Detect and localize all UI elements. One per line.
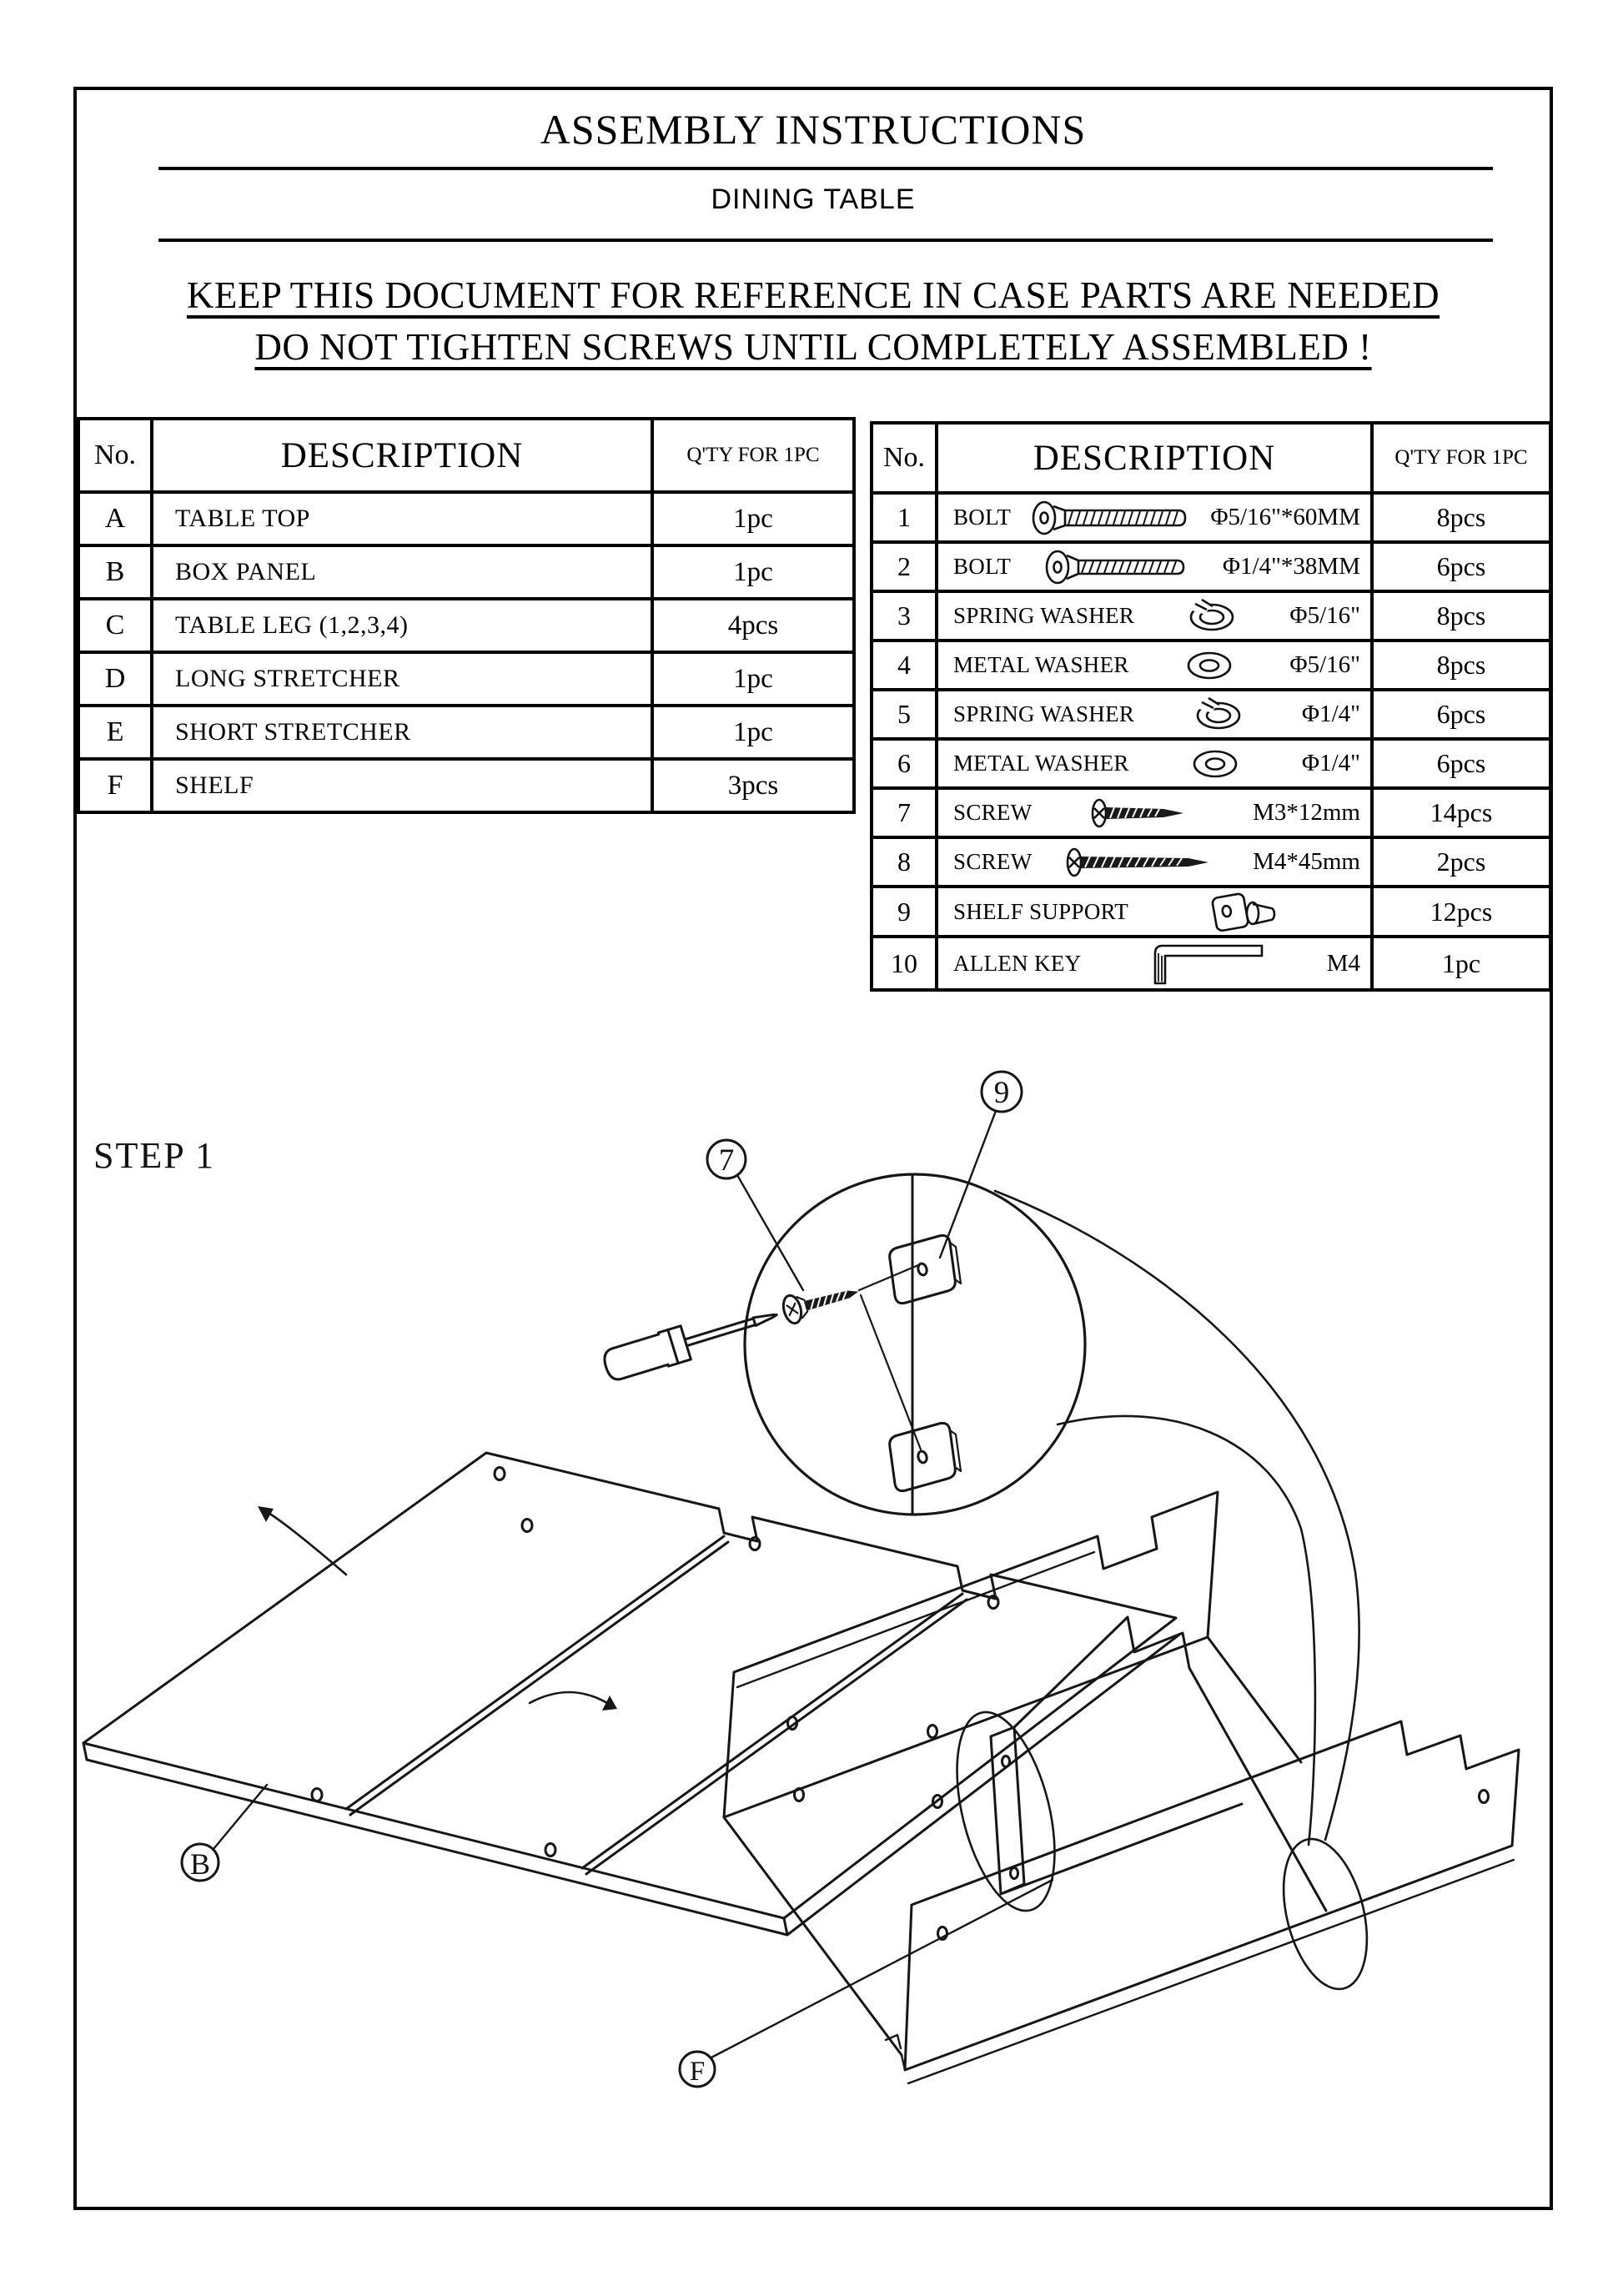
hardware-qty: 1pc <box>1372 937 1550 990</box>
hardware-no: 1 <box>872 493 937 542</box>
hardware-spec: M3*12mm <box>1253 799 1360 826</box>
page-subtitle: DINING TABLE <box>711 183 916 215</box>
callout-9-label: 9 <box>993 1076 1010 1110</box>
part-qty: 1pc <box>652 652 854 706</box>
part-description: TABLE LEG (1,2,3,4) <box>152 599 652 652</box>
parts-table-row <box>78 545 854 599</box>
part-qty: 3pcs <box>652 759 854 812</box>
callout-7-label: 7 <box>718 1143 735 1178</box>
hardware-qty: 6pcs <box>1372 739 1550 788</box>
hardware-qty: 12pcs <box>1372 887 1550 937</box>
hardware-spec: M4*45mm <box>1253 848 1360 875</box>
hardware-spec: M4 <box>1326 949 1360 977</box>
parts-table-row <box>78 759 854 812</box>
hardware-table-row <box>872 591 1550 641</box>
hardware-header-qty: Q'TY FOR 1PC <box>1372 423 1550 493</box>
hardware-description <box>937 690 1372 739</box>
subtitle-divider <box>158 239 1493 242</box>
part-no: C <box>78 599 152 652</box>
hardware-table <box>870 421 1552 992</box>
parts-table <box>77 417 856 814</box>
hardware-name: SPRING WASHER <box>953 603 1135 628</box>
part-description: SHELF <box>152 759 652 812</box>
warning-line-1-text: KEEP THIS DOCUMENT FOR REFERENCE IN CASE PARTS ARE NEEDED <box>186 274 1440 316</box>
page-border <box>73 87 1553 2210</box>
hardware-no: 5 <box>872 690 937 739</box>
part-description: BOX PANEL <box>152 545 652 599</box>
parts-table-row <box>78 492 854 545</box>
hardware-table-header-row <box>872 423 1550 493</box>
hardware-table-row <box>872 641 1550 690</box>
part-qty: 1pc <box>652 545 854 599</box>
callout-B-label: B <box>189 1847 211 1881</box>
screw-long-icon <box>1065 842 1219 882</box>
hardware-no: 6 <box>872 739 937 788</box>
parts-table-row <box>78 652 854 706</box>
metal-washer-icon <box>1190 747 1240 781</box>
hardware-description <box>937 591 1372 641</box>
part-no: E <box>78 706 152 759</box>
part-no: B <box>78 545 152 599</box>
hardware-table-row <box>872 739 1550 788</box>
hardware-spec: Φ1/4"*38MM <box>1222 553 1360 580</box>
hardware-table-row <box>872 837 1550 887</box>
page-title: ASSEMBLY INSTRUCTIONS <box>540 106 1087 153</box>
hardware-description <box>937 739 1372 788</box>
part-description: TABLE TOP <box>152 492 652 545</box>
hardware-table-body <box>872 423 1550 990</box>
screw-short-icon <box>1090 793 1194 833</box>
parts-table-body <box>78 419 854 812</box>
warning-line-2-text: DO NOT TIGHTEN SCREWS UNTIL COMPLETELY ASSEMBLED ! <box>254 326 1372 368</box>
hardware-qty: 8pcs <box>1372 493 1550 542</box>
hardware-name: ALLEN KEY <box>953 950 1082 976</box>
hardware-spec: Φ5/16"*60MM <box>1210 504 1360 530</box>
hardware-name: SCREW <box>953 800 1033 825</box>
hardware-description <box>937 493 1372 542</box>
hardware-description <box>937 887 1372 937</box>
hardware-table-row <box>872 887 1550 937</box>
part-description: LONG STRETCHER <box>152 652 652 706</box>
hardware-description <box>937 937 1372 990</box>
hardware-qty: 8pcs <box>1372 641 1550 690</box>
callout-F-label: F <box>689 2057 706 2087</box>
hardware-header-description: DESCRIPTION <box>937 423 1372 493</box>
hardware-table-row <box>872 542 1550 591</box>
hardware-no: 7 <box>872 788 937 837</box>
hardware-no: 3 <box>872 591 937 641</box>
parts-table-header-row <box>78 419 854 492</box>
hardware-name: METAL WASHER <box>953 751 1129 776</box>
hardware-name: METAL WASHER <box>953 652 1129 677</box>
part-qty: 1pc <box>652 706 854 759</box>
hardware-qty: 8pcs <box>1372 591 1550 641</box>
hardware-qty: 6pcs <box>1372 542 1550 591</box>
metal-washer-icon <box>1184 649 1234 682</box>
spring-washer-icon <box>1193 697 1244 732</box>
hardware-name: SPRING WASHER <box>953 701 1135 726</box>
hardware-table-row <box>872 937 1550 990</box>
hardware-name: BOLT <box>953 505 1012 530</box>
hardware-qty: 2pcs <box>1372 837 1550 887</box>
title-divider <box>158 167 1493 170</box>
hardware-table-row <box>872 493 1550 542</box>
part-no: A <box>78 492 152 545</box>
hardware-description <box>937 641 1372 690</box>
hardware-description <box>937 837 1372 887</box>
parts-table-row <box>78 706 854 759</box>
part-no: F <box>78 759 152 812</box>
step-label: STEP 1 <box>93 1135 216 1176</box>
hardware-description <box>937 788 1372 837</box>
part-qty: 4pcs <box>652 599 854 652</box>
parts-header-qty: Q'TY FOR 1PC <box>652 419 854 492</box>
hardware-header-no: No. <box>872 423 937 493</box>
spring-washer-icon <box>1187 599 1237 634</box>
hardware-description <box>937 542 1372 591</box>
part-description: SHORT STRETCHER <box>152 706 652 759</box>
hardware-name: SCREW <box>953 849 1033 874</box>
hardware-spec: Φ5/16" <box>1289 602 1360 629</box>
hardware-spec: Φ1/4" <box>1301 701 1360 727</box>
hardware-no: 2 <box>872 542 937 591</box>
parts-table-row <box>78 599 854 652</box>
hardware-spec: Φ5/16" <box>1289 651 1360 678</box>
warning-line-1 <box>73 274 1553 317</box>
shelf-support-icon <box>1209 888 1280 935</box>
hardware-table-row <box>872 788 1550 837</box>
bolt-short-icon <box>1045 549 1188 585</box>
hardware-qty: 14pcs <box>1372 788 1550 837</box>
hardware-table-row <box>872 690 1550 739</box>
bolt-long-icon <box>1032 500 1190 536</box>
hardware-no: 10 <box>872 937 937 990</box>
hardware-no: 4 <box>872 641 937 690</box>
parts-header-no: No. <box>78 419 152 492</box>
hardware-no: 9 <box>872 887 937 937</box>
part-qty: 1pc <box>652 492 854 545</box>
parts-header-description: DESCRIPTION <box>152 419 652 492</box>
allen-key-icon <box>1142 938 1267 988</box>
part-no: D <box>78 652 152 706</box>
hardware-spec: Φ1/4" <box>1301 750 1360 776</box>
warning-line-2 <box>73 325 1553 369</box>
hardware-name: BOLT <box>953 554 1012 579</box>
hardware-qty: 6pcs <box>1372 690 1550 739</box>
hardware-name: SHELF SUPPORT <box>953 898 1129 924</box>
hardware-no: 8 <box>872 837 937 887</box>
